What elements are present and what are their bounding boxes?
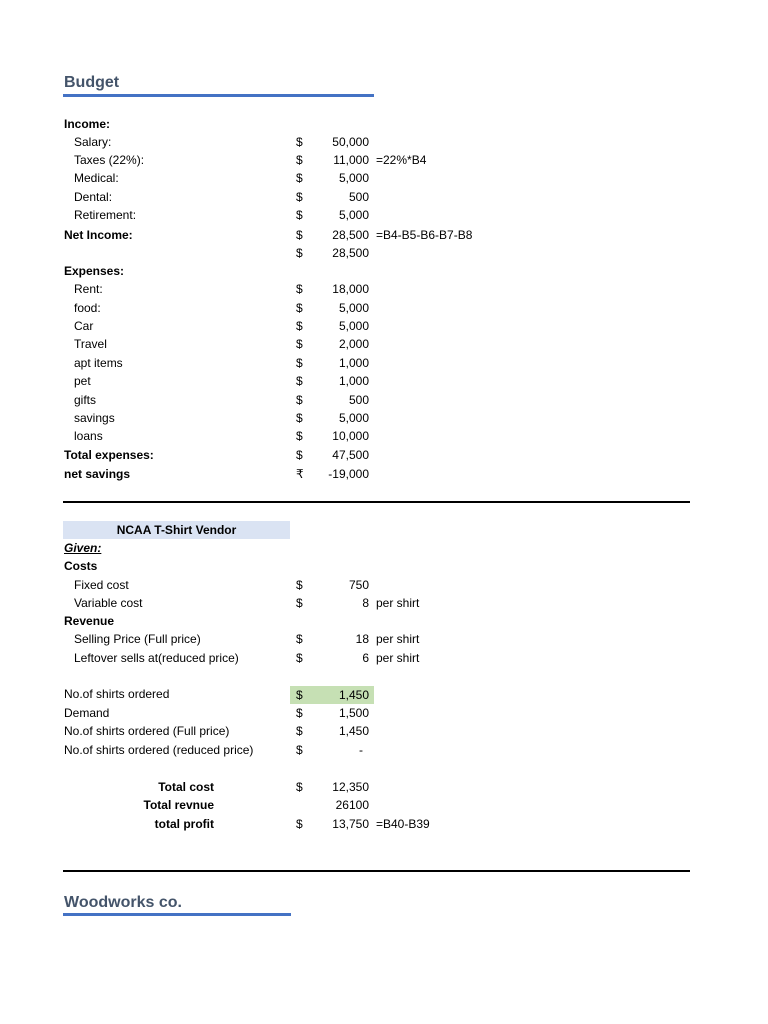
income-amount: 5,000 bbox=[338, 171, 369, 185]
income-label: Salary: bbox=[74, 135, 112, 149]
expenses-header: Expenses: bbox=[64, 264, 125, 278]
expense-label: food: bbox=[74, 301, 101, 315]
expense-label: loans bbox=[74, 429, 103, 443]
total-revenue-amount: 26100 bbox=[335, 798, 369, 812]
costs-header: Costs bbox=[64, 559, 98, 573]
total-profit-amount: 13,750 bbox=[332, 817, 369, 831]
income-amount: 500 bbox=[348, 190, 369, 204]
currency-symbol: $ bbox=[296, 632, 303, 646]
unit-note: per shirt bbox=[376, 596, 420, 610]
selling-price-label: Selling Price (Full price) bbox=[74, 632, 201, 646]
leftover-price-label: Leftover sells at(reduced price) bbox=[74, 651, 239, 665]
expense-label: Rent: bbox=[74, 282, 103, 296]
fixed-cost-amount: 750 bbox=[348, 578, 369, 592]
currency-symbol: $ bbox=[296, 228, 303, 242]
ordered-full-amount: 1,450 bbox=[338, 724, 369, 738]
total-profit-label: total profit bbox=[154, 817, 214, 831]
expense-amount: 5,000 bbox=[338, 301, 369, 315]
currency-symbol: $ bbox=[296, 393, 303, 407]
income-label: Medical: bbox=[74, 171, 119, 185]
net-income-amount: 28,500 bbox=[332, 228, 369, 242]
expense-amount: 5,000 bbox=[338, 411, 369, 425]
currency-symbol: $ bbox=[296, 578, 303, 592]
currency-symbol: $ bbox=[296, 356, 303, 370]
budget-title-rule bbox=[63, 94, 374, 97]
total-expenses-amount: 47,500 bbox=[332, 448, 369, 462]
currency-symbol: $ bbox=[296, 246, 303, 260]
shirts-ordered-amount[interactable]: 1,450 bbox=[338, 688, 369, 702]
demand-label: Demand bbox=[64, 706, 110, 720]
income-label: Dental: bbox=[74, 190, 113, 204]
income-amount: 11,000 bbox=[333, 153, 369, 167]
unit-note: per shirt bbox=[376, 632, 420, 646]
currency-symbol: $ bbox=[296, 724, 303, 738]
income-amount: 5,000 bbox=[338, 208, 369, 222]
income-header: Income: bbox=[64, 117, 111, 131]
leftover-price-amount: 6 bbox=[362, 651, 369, 665]
total-cost-label: Total cost bbox=[158, 780, 214, 794]
given-label: Given: bbox=[64, 541, 102, 555]
ordered-reduced-label: No.of shirts ordered (reduced price) bbox=[64, 743, 254, 757]
expense-amount: 10,000 bbox=[332, 429, 369, 443]
vendor-title: NCAA T-Shirt Vendor bbox=[63, 521, 290, 539]
currency-symbol: $ bbox=[296, 171, 303, 185]
fixed-cost-label: Fixed cost bbox=[74, 578, 129, 592]
currency-symbol: $ bbox=[296, 135, 303, 149]
expense-label: gifts bbox=[74, 393, 97, 407]
net-income-label: Net Income: bbox=[64, 228, 133, 242]
expense-amount: 500 bbox=[348, 393, 369, 407]
net-savings-amount: -19,000 bbox=[328, 467, 369, 481]
ordered-reduced-amount: - bbox=[359, 743, 363, 757]
ordered-full-label: No.of shirts ordered (Full price) bbox=[64, 724, 230, 738]
currency-symbol: $ bbox=[296, 688, 303, 702]
total-expenses-label: Total expenses: bbox=[64, 448, 154, 462]
total-cost-amount: 12,350 bbox=[332, 780, 369, 794]
selling-price-amount: 18 bbox=[355, 632, 369, 646]
total-revenue-label: Total revnue bbox=[143, 798, 214, 812]
revenue-header: Revenue bbox=[64, 614, 115, 628]
expense-amount: 1,000 bbox=[338, 374, 369, 388]
budget-title: Budget bbox=[64, 74, 120, 91]
expense-label: savings bbox=[74, 411, 115, 425]
expense-amount: 18,000 bbox=[332, 282, 369, 296]
section-divider bbox=[63, 870, 690, 872]
shirts-ordered-label: No.of shirts ordered bbox=[64, 687, 170, 701]
formula-note: =B4-B5-B6-B7-B8 bbox=[376, 228, 473, 242]
currency-symbol: $ bbox=[296, 817, 303, 831]
currency-symbol: $ bbox=[296, 374, 303, 388]
rupee-symbol: ₹ bbox=[296, 467, 304, 481]
currency-symbol: $ bbox=[296, 596, 303, 610]
currency-symbol: $ bbox=[296, 706, 303, 720]
formula-note: =B40-B39 bbox=[376, 817, 430, 831]
expense-amount: 2,000 bbox=[338, 337, 369, 351]
currency-symbol: $ bbox=[296, 208, 303, 222]
expense-label: apt items bbox=[74, 356, 123, 370]
section-divider bbox=[63, 501, 690, 503]
currency-symbol: $ bbox=[296, 301, 303, 315]
woodworks-title: Woodworks co. bbox=[64, 894, 182, 911]
variable-cost-label: Variable cost bbox=[74, 596, 143, 610]
unit-note: per shirt bbox=[376, 651, 420, 665]
expense-amount: 5,000 bbox=[338, 319, 369, 333]
formula-note: =22%*B4 bbox=[376, 153, 427, 167]
currency-symbol: $ bbox=[296, 411, 303, 425]
expense-label: Travel bbox=[74, 337, 107, 351]
currency-symbol: $ bbox=[296, 282, 303, 296]
expense-label: Car bbox=[74, 319, 94, 333]
currency-symbol: $ bbox=[296, 780, 303, 794]
demand-amount: 1,500 bbox=[338, 706, 369, 720]
currency-symbol: $ bbox=[296, 337, 303, 351]
currency-symbol: $ bbox=[296, 743, 303, 757]
woodworks-title-rule bbox=[63, 913, 291, 916]
variable-cost-amount: 8 bbox=[362, 596, 369, 610]
net-income-repeat-amount: 28,500 bbox=[332, 246, 369, 260]
currency-symbol: $ bbox=[296, 651, 303, 665]
net-savings-label: net savings bbox=[64, 467, 131, 481]
currency-symbol: $ bbox=[296, 448, 303, 462]
currency-symbol: $ bbox=[296, 153, 303, 167]
income-label: Retirement: bbox=[74, 208, 137, 222]
currency-symbol: $ bbox=[296, 429, 303, 443]
currency-symbol: $ bbox=[296, 319, 303, 333]
income-amount: 50,000 bbox=[332, 135, 369, 149]
income-label: Taxes (22%): bbox=[74, 153, 145, 167]
expense-label: pet bbox=[74, 374, 91, 388]
currency-symbol: $ bbox=[296, 190, 303, 204]
expense-amount: 1,000 bbox=[338, 356, 369, 370]
